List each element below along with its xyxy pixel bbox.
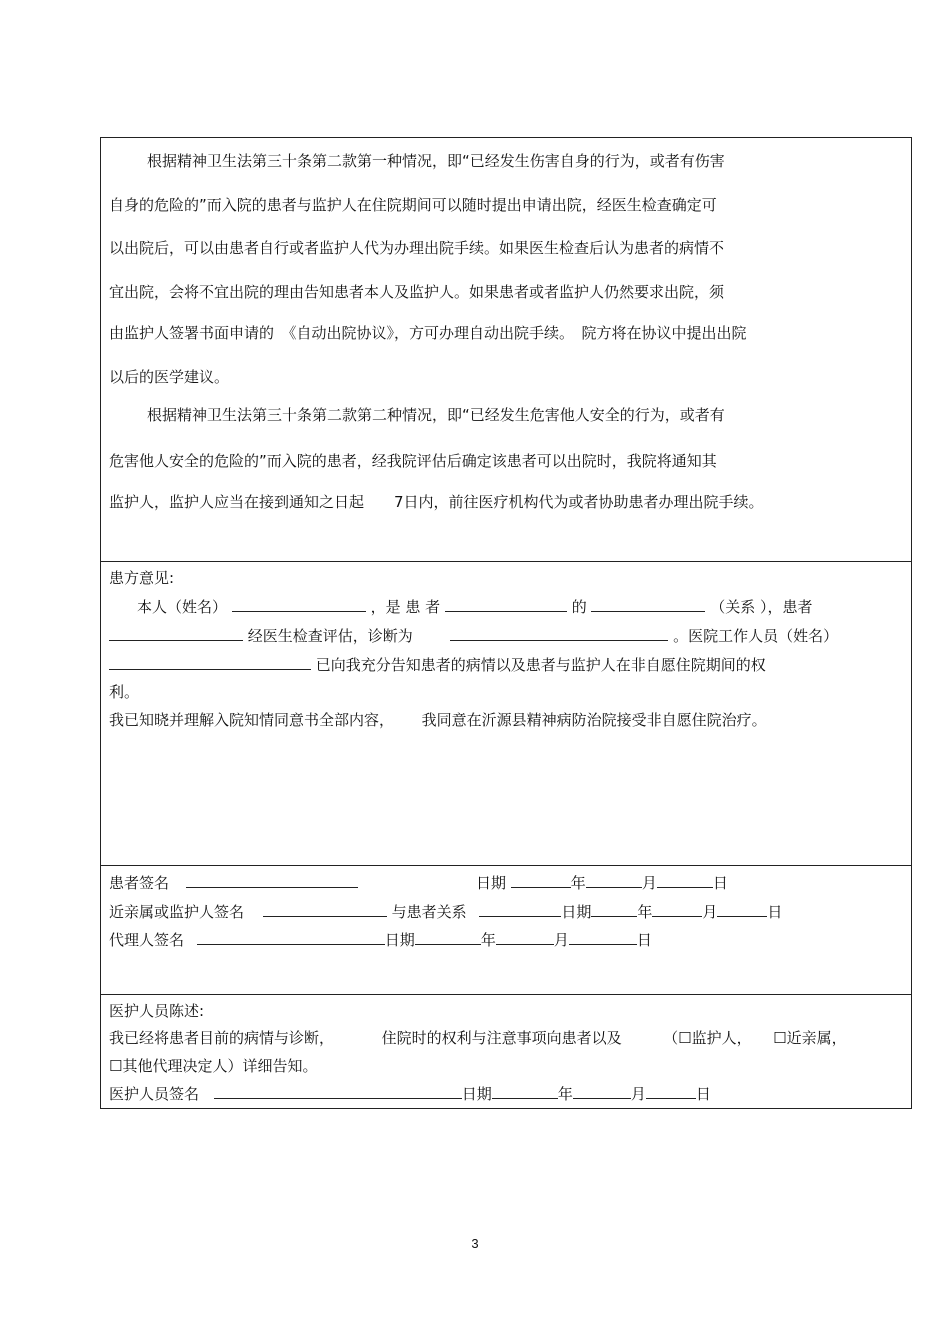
year-label: 年 (480, 931, 496, 949)
staff-heading: 医护人员陈述: (109, 1002, 205, 1020)
notice-line-5: 由监护人签署书面申请的 《自动出院协议》，方可办理自动出院手续。 院方将在协议中提出出院 (109, 324, 747, 342)
opinion-line-5 (109, 710, 767, 730)
month-label: 月 (702, 903, 718, 921)
staff-text-b: 住院时的权利与注意事项向患者以及 (381, 1029, 622, 1047)
medical-staff-section (101, 995, 911, 1108)
staff-text-a: 我已经将患者目前的病情与诊断， (109, 1029, 335, 1047)
page-number: 3 (471, 1236, 479, 1251)
month-blank[interactable] (586, 872, 642, 888)
year-label: 年 (570, 874, 586, 892)
staff-line-1 (109, 1028, 847, 1048)
staff-sign-label: 医护人员签名 (109, 1085, 200, 1103)
notice-line-8: 危害他人安全的危险的”而入院的患者，经我院评估后确定该患者可以出院时，我院将通知其 (109, 452, 717, 470)
notice-line-1: 根据精神卫生法第三十条第二款第一种情况，即“已经发生伤害自身的行为，或者有伤害 (147, 152, 725, 170)
signatures-section (101, 866, 911, 995)
day-label: 日 (695, 1085, 711, 1103)
notice-line-2: 自身的危险的”而入院的患者与监护人在住院期间可以随时提出申请出院，经医生检查确定可 (109, 196, 717, 214)
guardian-signature-row (109, 901, 782, 922)
date-label: 日期 (461, 1085, 492, 1103)
year-blank[interactable] (511, 872, 571, 888)
of-label: 的 (571, 598, 587, 616)
notice-line-3: 以出院后，可以由患者自行或者监护人代为办理出院手续。如果医生检查后认为患者的病情不 (109, 239, 725, 257)
relation-blank[interactable] (591, 596, 705, 612)
agent-signature-row (109, 929, 652, 950)
opinion-line-3 (109, 654, 766, 675)
diagnosis-label: 经医生检查评估，诊断为 (247, 627, 413, 645)
date-label: 日期 (476, 874, 507, 892)
day-blank[interactable] (657, 872, 713, 888)
relation-to-patient-label: 与患者关系 (391, 903, 467, 921)
notice-line-9: 监护人，监护人应当在接到通知之日起 7日内，前往医疗机构代为或者协助患者办理出院手续。 (109, 493, 764, 511)
year-blank[interactable] (591, 901, 637, 917)
date-label: 日期 (561, 903, 592, 921)
patient-sign-blank[interactable] (186, 872, 358, 888)
patient-name-blank[interactable] (445, 596, 567, 612)
staff-line-2: ☐其他代理决定人）详细告知。 (109, 1057, 318, 1075)
day-blank[interactable] (569, 929, 637, 945)
opinion-line-2 (109, 625, 838, 646)
agent-sign-blank[interactable] (197, 929, 385, 945)
notice-line-4: 宜出院，会将不宜出院的理由告知患者本人及监护人。如果患者或者监护人仍然要求出院，须 (109, 283, 725, 301)
relation-label: （关系 ），患者 (710, 598, 813, 616)
day-label: 日 (767, 903, 783, 921)
notice-line-6: 以后的医学建议。 (109, 368, 230, 386)
year-label: 年 (557, 1085, 573, 1103)
day-label: 日 (636, 931, 652, 949)
relative-checkbox-label[interactable]: ☐近亲属， (773, 1029, 847, 1047)
patient-opinion-section (101, 562, 911, 866)
opinion-heading: 患方意见: (109, 569, 175, 587)
guardian-checkbox-label[interactable]: （☐监护人， (663, 1029, 752, 1047)
patient-label: ，是 患 者 (370, 598, 441, 616)
self-name-label: 本人（姓名） (137, 598, 228, 616)
opinion-line-4: 利。 (109, 683, 140, 701)
year-blank[interactable] (492, 1083, 558, 1099)
staff-name-label: 。医院工作人员（姓名） (673, 627, 839, 645)
guardian-sign-blank[interactable] (263, 901, 387, 917)
consent-text: 我同意在沂源县精神病防治院接受非自愿住院治疗。 (421, 711, 767, 729)
patient-blank[interactable] (109, 625, 243, 641)
guardian-sign-label: 近亲属或监护人签名 (109, 903, 245, 921)
month-label: 月 (641, 874, 657, 892)
diagnosis-blank[interactable] (450, 625, 668, 641)
month-blank[interactable] (652, 901, 702, 917)
consent-form-table (100, 137, 912, 1109)
staff-sign-blank[interactable] (214, 1083, 462, 1099)
month-label: 月 (553, 931, 569, 949)
informed-text: 已向我充分告知患者的病情以及患者与监护人在非自愿住院期间的权 (315, 656, 766, 674)
year-blank[interactable] (415, 929, 481, 945)
date-label: 日期 (384, 931, 415, 949)
patient-signature-row (109, 872, 358, 893)
month-blank[interactable] (573, 1083, 631, 1099)
year-label: 年 (637, 903, 653, 921)
understood-text: 我已知晓并理解入院知情同意书全部内容， (109, 711, 395, 729)
staff-name-blank[interactable] (109, 654, 311, 670)
patient-date-row (476, 872, 728, 893)
agent-sign-label: 代理人签名 (109, 931, 185, 949)
month-label: 月 (630, 1085, 646, 1103)
day-blank[interactable] (717, 901, 767, 917)
opinion-line-1 (137, 596, 813, 617)
month-blank[interactable] (496, 929, 554, 945)
notice-line-7: 根据精神卫生法第三十条第二款第二种情况，即“已经发生危害他人安全的行为，或者有 (147, 406, 725, 424)
discharge-notice-section (101, 138, 911, 562)
self-name-blank[interactable] (232, 596, 366, 612)
relation-to-patient-blank[interactable] (479, 901, 561, 917)
staff-sign-row (109, 1083, 711, 1104)
day-label: 日 (712, 874, 728, 892)
patient-sign-label: 患者签名 (109, 874, 170, 892)
day-blank[interactable] (646, 1083, 696, 1099)
